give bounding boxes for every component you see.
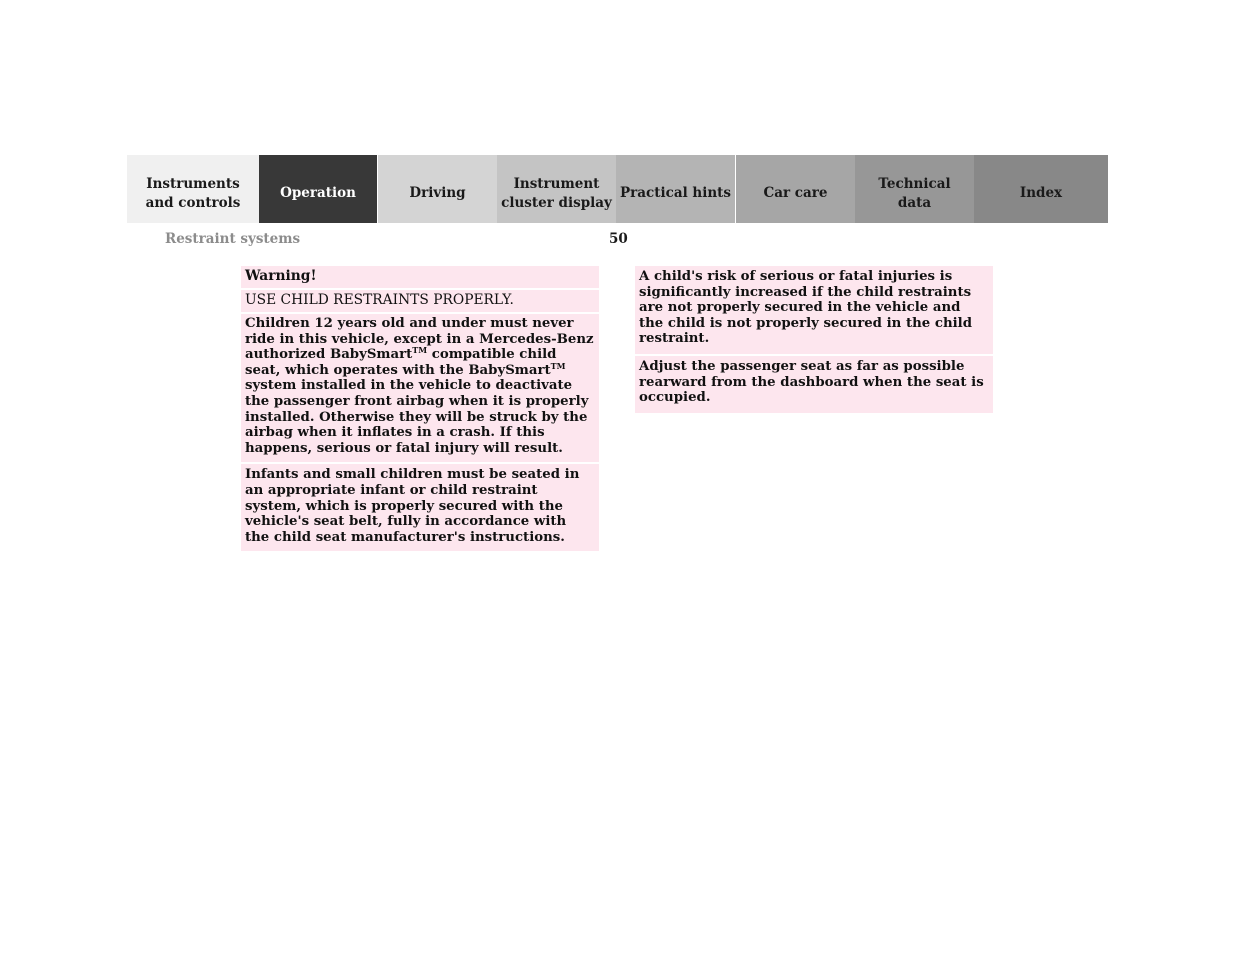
tab-instrument-cluster-display[interactable]: Instrument cluster display <box>497 155 616 223</box>
warning-text: system installed in the vehicle to deactivate the passenger front airbag when it is properly installed. Otherwise they will be struck by the airbag when it inflates in a crash. If this happens, serious or fatal injury will result. <box>245 378 589 456</box>
warning-paragraph <box>241 314 599 462</box>
warning-column-right <box>635 266 993 415</box>
tab-practical-hints[interactable]: Practical hints <box>616 155 736 223</box>
tab-driving[interactable]: Driving <box>378 155 497 223</box>
tab-index[interactable]: Index <box>974 155 1108 223</box>
trademark-mark: TM <box>550 360 566 371</box>
tab-technical-data[interactable]: Technical data <box>855 155 974 223</box>
page-number: 50 <box>609 231 628 247</box>
warning-title: Warning! <box>241 266 599 288</box>
warning-paragraph: A child's risk of serious or fatal injuries is significantly increased if the child restraints are not properly secured in the vehicle and the child is not properly secured in the child restraint. <box>635 266 993 354</box>
chapter-tab-bar <box>127 155 1108 223</box>
trademark-mark: TM <box>412 345 428 356</box>
warning-text: compatible child seat, which operates with the BabySmart <box>245 347 557 378</box>
warning-text: Children 12 years old and under must never ride in this vehicle, except in a Mercedes-Benz authorized BabySmart <box>245 316 594 363</box>
warning-column-left <box>241 266 599 553</box>
tab-instruments-and-controls[interactable]: Instruments and controls <box>127 155 259 223</box>
tab-car-care[interactable]: Car care <box>736 155 855 223</box>
warning-paragraph: Adjust the passenger seat as far as possible rearward from the dashboard when the seat is occupied. <box>635 356 993 413</box>
warning-paragraph: Infants and small children must be seated in an appropriate infant or child restraint system, which is properly secured with the vehicle's seat belt, fully in accordance with the child seat manufacturer's instructions. <box>241 464 599 551</box>
section-title: Restraint systems <box>165 231 301 247</box>
warning-caps-line: USE CHILD RESTRAINTS PROPERLY. <box>241 290 599 312</box>
tab-operation[interactable]: Operation <box>259 155 378 223</box>
